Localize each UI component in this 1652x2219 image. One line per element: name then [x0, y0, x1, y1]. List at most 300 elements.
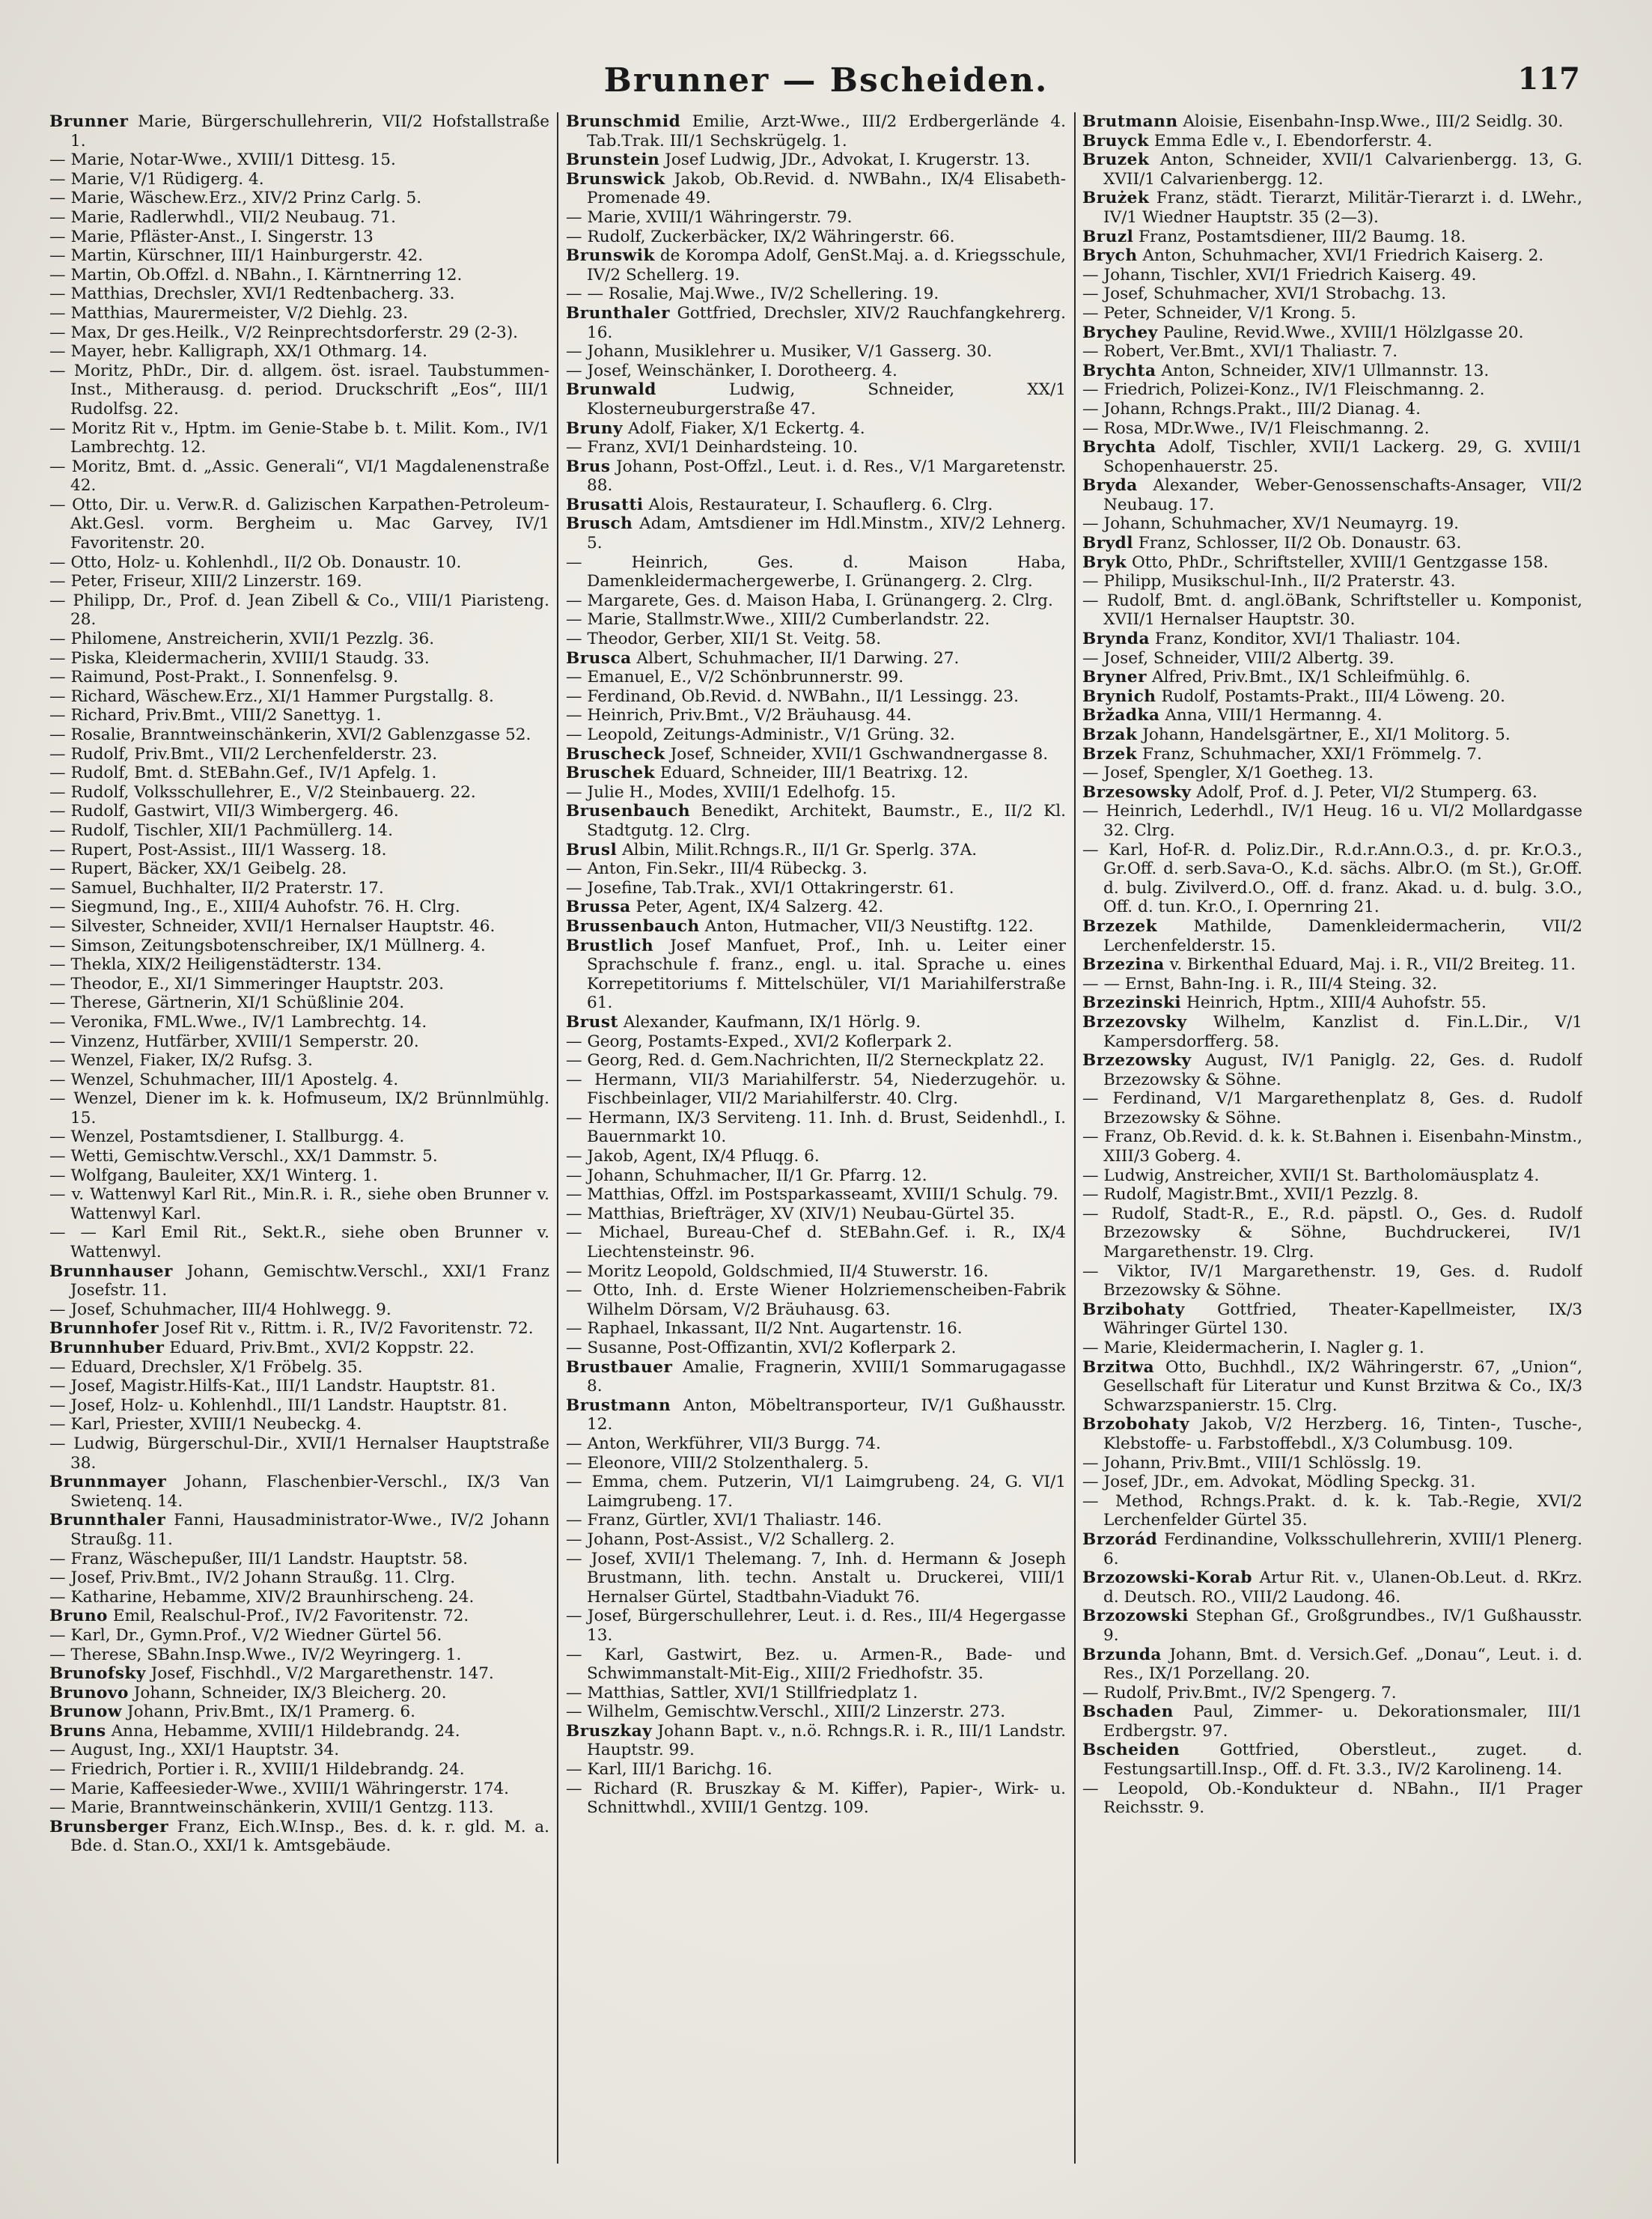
directory-entry: [566, 1454, 1066, 1473]
directory-entry: [49, 1377, 549, 1396]
entry-text: — Emanuel, E., V/2 Schönbrunnerstr. 99.: [566, 668, 904, 687]
directory-entry: [49, 1319, 549, 1339]
directory-entry: [566, 917, 1066, 937]
entry-text: — Wilhelm, Gemischtw.Verschl., XIII/2 Linzerstr. 273.: [566, 1702, 1006, 1722]
entry-surname: Brunow: [49, 1702, 123, 1722]
entry-text: — — Karl Emil Rit., Sekt.R., siehe oben Brunner v. Wattenwyl.: [49, 1223, 549, 1262]
directory-entry: [49, 591, 549, 630]
entry-text: — Rupert, Bäcker, XX/1 Geibelg. 28.: [49, 859, 347, 879]
entry-text: — Johann, Priv.Bmt., VIII/1 Schlösslg. 19.: [1082, 1453, 1422, 1473]
directory-entry: [1082, 1127, 1582, 1166]
entry-surname: Brustbauer: [566, 1357, 673, 1377]
entry-surname: Brussenbauch: [566, 916, 700, 936]
directory-entry: [1082, 1339, 1582, 1358]
entry-text: — Heinrich, Priv.Bmt., V/2 Bräuhausg. 44.: [566, 706, 912, 725]
entry-text: Franz, Schuhmacher, XXI/1 Frömmelg. 7.: [1142, 744, 1482, 764]
directory-entry: [1082, 955, 1582, 975]
directory-entry: [49, 764, 549, 783]
directory-entry: [49, 572, 549, 591]
directory-entry: [566, 380, 1066, 418]
entry-text: — Rudolf, Tischler, XII/1 Pachmüllerg. 14.: [49, 821, 393, 840]
entry-text: — Moritz Rit v., Hptm. im Genie-Stabe b. t. Milit. Kom., IV/1 Lambrechtg. 12.: [49, 418, 549, 457]
entry-surname: Brzezinski: [1082, 993, 1182, 1013]
entry-text: — Karl, Gastwirt, Bez. u. Armen-R., Bade- und Schwimmanstalt-Mit-Eig., XIII/2 Friedhofstr. 35.: [566, 1645, 1066, 1684]
entry-text: Johann, Priv.Bmt., IX/1 Pramerg. 6.: [127, 1702, 415, 1722]
directory-entry: [566, 496, 1066, 515]
entry-surname: Brzek: [1082, 744, 1138, 764]
directory-entry: [49, 1396, 549, 1416]
entry-surname: Brzitwa: [1082, 1357, 1155, 1377]
entry-text: Josef, Schneider, XVII/1 Gschwandnergasse 8.: [670, 744, 1049, 764]
entry-text: — Rudolf, Priv.Bmt., VII/2 Lerchenfelderstr. 23.: [49, 744, 438, 764]
directory-entry: [566, 649, 1066, 669]
entry-text: Ludwig, Schneider, XX/1 Klosterneuburgerstraße 47.: [587, 380, 1066, 418]
entry-text: v. Birkenthal Eduard, Maj. i. R., VII/2 Breiteg. 11.: [1169, 955, 1576, 975]
entry-surname: Brunnhofer: [49, 1319, 159, 1339]
entry-surname: Brunwald: [566, 380, 656, 400]
page-title: Brunner — Bscheiden.: [603, 61, 1049, 100]
entry-text: — Franz, Ob.Revid. d. k. k. St.Bahnen i. Eisenbahn-Minstm., XIII/3 Goberg. 4.: [1082, 1127, 1582, 1166]
directory-entry: [1082, 534, 1582, 553]
directory-entry: [566, 725, 1066, 745]
entry-text: — Karl, Dr., Gymn.Prof., V/2 Wiedner Gürtel 56.: [49, 1625, 442, 1645]
entry-surname: Brzezina: [1082, 955, 1165, 975]
entry-text: Johann, Post-Offzl., Leut. i. d. Res., V/1 Margaretenstr. 88.: [587, 457, 1066, 496]
entry-surname: Brzezovsky: [1082, 1012, 1187, 1032]
entry-surname: Brychey: [1082, 323, 1158, 342]
entry-text: — Wetti, Gemischtw.Verschl., XX/1 Dammstr. 5.: [49, 1147, 438, 1166]
directory-entry: [566, 668, 1066, 687]
directory-entry: [1082, 1780, 1582, 1818]
entry-surname: Brunnmayer: [49, 1473, 167, 1492]
directory-entry: [49, 745, 549, 764]
directory-entry: [49, 1300, 549, 1320]
entry-surname: Bruns: [49, 1721, 106, 1741]
entry-text: Johann, Flaschenbier-Verschl., IX/3 Van Swietenq. 14.: [70, 1473, 549, 1511]
directory-entry: [49, 1358, 549, 1378]
directory-entry: [49, 304, 549, 323]
directory-entry: [566, 342, 1066, 362]
entry-surname: Bschaden: [1082, 1702, 1174, 1722]
directory-entry: [49, 1185, 549, 1223]
directory-entry: [1082, 1646, 1582, 1684]
directory-entry: [49, 1262, 549, 1300]
directory-entry: [566, 419, 1066, 439]
directory-entry: [566, 1032, 1066, 1052]
entry-text: Albert, Schuhmacher, II/1 Darwing. 27.: [636, 648, 960, 668]
entry-text: — Thekla, XIX/2 Heiligenstädterstr. 134.: [49, 955, 382, 975]
directory-entry: [566, 1166, 1066, 1186]
entry-surname: Bryda: [1082, 476, 1138, 496]
entry-text: Adolf, Fiaker, X/1 Eckertg. 4.: [627, 418, 865, 438]
entry-surname: Brychta: [1082, 438, 1156, 457]
entry-surname: Brusca: [566, 648, 632, 668]
entry-text: — Moritz, Bmt. d. „Assic. Generali“, VI/1 Magdalenenstraße 42.: [49, 457, 549, 496]
directory-entry: [1082, 668, 1582, 687]
entry-surname: Brzunda: [1082, 1645, 1162, 1664]
directory-entry: [49, 208, 549, 228]
entry-text: Otto, PhDr., Schriftsteller, XVIII/1 Gentzgasse 158.: [1132, 553, 1549, 572]
entry-surname: Brunner: [49, 112, 129, 131]
entry-text: — Julie H., Modes, XVIII/1 Edelhofg. 15.: [566, 782, 896, 802]
entry-text: — Method, Rchngs.Prakt. d. k. k. Tab.-Regie, XVI/2 Lerchenfelder Gürtel 35.: [1082, 1491, 1582, 1530]
entry-surname: Brunnhuber: [49, 1339, 165, 1357]
entry-surname: Brustlich: [566, 936, 654, 955]
directory-entry: [566, 1396, 1066, 1434]
directory-entry: [1082, 514, 1582, 534]
entry-text: — Rudolf, Bmt. d. StEBahn.Gef., IV/1 Apfelg. 1.: [49, 764, 437, 783]
entry-text: — Wenzel, Postamtsdiener, I. Stallburgg. 4.: [49, 1127, 405, 1147]
entry-text: — Anton, Fin.Sekr., III/4 Rübeckg. 3.: [566, 859, 868, 879]
entry-surname: Brunschmid: [566, 112, 681, 131]
entry-surname: Brych: [1082, 246, 1138, 266]
entry-surname: Brunthaler: [566, 303, 671, 323]
entry-surname: Brzak: [1082, 725, 1138, 744]
entry-surname: Brunswik: [566, 246, 655, 266]
directory-entry: [49, 1434, 549, 1473]
entry-text: — Franz, Gürtler, XVI/1 Thaliastr. 146.: [566, 1511, 882, 1530]
directory-entry: [49, 496, 549, 553]
directory-entry: [1082, 1607, 1582, 1645]
directory-entry: [566, 228, 1066, 247]
directory-entry: [49, 1511, 549, 1549]
entry-text: — Johann, Rchngs.Prakt., III/2 Dianag. 4.: [1082, 399, 1421, 418]
entry-text: Amalie, Fragnerin, XVIII/1 Sommarugagasse 8.: [587, 1357, 1066, 1396]
directory-entry: [1082, 687, 1582, 707]
entry-text: — Johann, Schuhmacher, XV/1 Neumayrg. 19.: [1082, 514, 1460, 534]
entry-text: — Anton, Werkführer, VII/3 Burgg. 74.: [566, 1434, 881, 1453]
directory-entry: [49, 1223, 549, 1261]
entry-text: Ferdinandine, Volksschullehrerin, XVIII/1 Plenerg. 6.: [1103, 1529, 1582, 1568]
entry-text: Franz, Schlosser, II/2 Ob. Donaustr. 63.: [1138, 534, 1462, 553]
directory-entry: [49, 841, 549, 860]
directory-entry: [566, 1051, 1066, 1071]
directory-entry: [49, 1339, 549, 1358]
entry-surname: Brunovo: [49, 1683, 129, 1702]
entry-text: — Matthias, Maurermeister, V/2 Diehlg. 23.: [49, 303, 409, 323]
entry-text: — Josef, Schuhmacher, III/4 Hohlwegg. 9.: [49, 1300, 391, 1319]
page-header: [0, 61, 1652, 106]
directory-entry: [1082, 362, 1582, 381]
entry-text: — Silvester, Schneider, XVII/1 Hernalser Hauptstr. 46.: [49, 916, 496, 936]
column-3: [1082, 112, 1582, 2179]
directory-entry: [566, 1473, 1066, 1511]
directory-entry: [1082, 1530, 1582, 1568]
entry-text: Pauline, Revid.Wwe., XVIII/1 Hölzlgasse 20.: [1162, 323, 1524, 342]
entry-text: Alexander, Weber-Genossenschafts-Ansager, VII/2 Neubaug. 17.: [1103, 476, 1582, 514]
entry-text: — Marie, Kaffeesieder-Wwe., XVIII/1 Währingerstr. 174.: [49, 1779, 510, 1798]
directory-entry: [49, 362, 549, 419]
directory-entry: [49, 630, 549, 649]
entry-text: — Rudolf, Stadt-R., E., R.d. päpstl. O., Ges. d. Rudolf Brzezowsky & Söhne, Buchdruckerei, IV/1 Margarethenstr. 19. Clrg.: [1082, 1204, 1582, 1262]
entry-surname: Bruscheck: [566, 744, 665, 764]
directory-entry: [1082, 1741, 1582, 1779]
entry-text: Adam, Amtsdiener im Hdl.Minstm., XIV/2 Lehnerg. 5.: [587, 514, 1066, 553]
entry-text: — Siegmund, Ing., E., XIII/4 Auhofstr. 76. H. Clrg.: [49, 898, 460, 917]
directory-entry: [566, 1223, 1066, 1261]
directory-entry: [49, 342, 549, 362]
entry-text: — Moritz, PhDr., Dir. d. allgem. öst. israel. Taubstummen-Inst., Mitherausg. d. period. Druckschrift „Eos“, III/1 Rudolfsg. 22.: [49, 361, 549, 418]
directory-entry: [49, 1550, 549, 1569]
directory-entry: [49, 284, 549, 304]
entry-surname: Bruzl: [1082, 227, 1134, 246]
entry-text: Franz, städt. Tierarzt, Militär-Tierarzt i. d. LWehr., IV/1 Wiedner Hauptstr. 35 (2—3).: [1103, 189, 1582, 227]
directory-entry: [49, 457, 549, 496]
entry-text: — Ludwig, Bürgerschul-Dir., XVII/1 Hernalser Hauptstraße 38.: [49, 1434, 549, 1473]
directory-entry: [566, 246, 1066, 284]
entry-text: Johann, Bmt. d. Versich.Gef. „Donau“, Leut. i. d. Res., IX/1 Porzellang. 20.: [1103, 1645, 1582, 1684]
directory-entry: [566, 1262, 1066, 1282]
entry-text: Alois, Restaurateur, I. Schauflerg. 6. Clrg.: [648, 495, 993, 514]
entry-text: — Rudolf, Magistr.Bmt., XVII/1 Pezzlg. 8.: [1082, 1185, 1419, 1205]
directory-entry: [1082, 649, 1582, 669]
directory-entry: [49, 879, 549, 898]
entry-text: — Karl, Hof-R. d. Poliz.Dir., R.d.r.Ann.O.3., d. pr. Kr.O.3., Gr.Off. d. serb.Sava-O., K.d. sächs. Albr.O. (m St.), Gr.Off. d. bulg. Zivilverd.O., Off. d. franz. Akad. u. d. bulg. 3.O., Off. d. tun. Kr.O., I. Opernring 21.: [1082, 840, 1582, 917]
entry-text: — Rudolf, Bmt. d. angl.öBank, Schriftsteller u. Komponist, XVII/1 Hernalser Hauptstr. 30.: [1082, 591, 1582, 630]
entry-text: — Marie, V/1 Rüdigerg. 4.: [49, 169, 264, 189]
directory-entry: [49, 1646, 549, 1665]
entry-text: — Karl, III/1 Barichg. 16.: [566, 1760, 772, 1780]
entry-text: — Simson, Zeitungsbotenschreiber, IX/1 Müllnerg. 4.: [49, 936, 486, 955]
entry-text: — Josef, Schuhmacher, XVI/1 Strobachg. 13.: [1082, 284, 1447, 304]
entry-text: Stephan Gf., Großgrundbes., IV/1 Gußhausstr. 9.: [1103, 1607, 1582, 1645]
entry-text: — Josef, JDr., em. Advokat, Mödling Speckg. 31.: [1082, 1473, 1476, 1492]
directory-entry: [1082, 150, 1582, 189]
directory-entry: [566, 362, 1066, 381]
entry-text: Josef Manfuet, Prof., Inh. u. Leiter einer Sprachschule f. franz., engl. u. ital. Sprache u. eines Korrepetitoriums f. Mittelschüler, VI/1 Mariahilferstraße 61.: [587, 936, 1066, 1013]
entry-text: Franz, Eich.W.Insp., Bes. d. k. r. gld. M. a. Bde. d. Stan.O., XXI/1 k. Amtsgebäude.: [70, 1817, 549, 1856]
directory-entry: [49, 1473, 549, 1511]
directory-entry: [566, 208, 1066, 228]
directory-entry: [49, 937, 549, 956]
entry-text: — Rupert, Post-Assist., III/1 Wasserg. 18.: [49, 840, 387, 859]
entry-text: — Mayer, hebr. Kalligraph, XX/1 Othmarg. 14.: [49, 342, 427, 362]
entry-text: — Marie, Wäschew.Erz., XIV/2 Prinz Carlg. 5.: [49, 189, 422, 208]
directory-entry: [566, 706, 1066, 725]
directory-entry: [566, 1185, 1066, 1205]
entry-text: — Matthias, Sattler, XVI/1 Stillfriedplatz 1.: [566, 1683, 918, 1702]
entry-text: — Therese, SBahn.Insp.Wwe., IV/2 Weyringerg. 1.: [49, 1645, 462, 1664]
entry-text: — Ferdinand, Ob.Revid. d. NWBahn., II/1 Lessingg. 23.: [566, 687, 1019, 706]
entry-text: — Josef, Magistr.Hilfs-Kat., III/1 Landstr. Hauptstr. 81.: [49, 1377, 496, 1396]
directory-entry: [49, 975, 549, 994]
directory-entry: [566, 1358, 1066, 1396]
directory-entry: [1082, 1568, 1582, 1607]
entry-text: Eduard, Priv.Bmt., XVI/2 Koppstr. 22.: [169, 1339, 475, 1357]
directory-entry: [1082, 993, 1582, 1013]
entry-text: — Margarete, Ges. d. Maison Haba, I. Grünangerg. 2. Clrg.: [566, 591, 1053, 610]
entry-text: Adolf, Prof. d. J. Peter, VI/2 Stumperg. 63.: [1196, 782, 1537, 802]
directory-entry: [1082, 630, 1582, 649]
directory-entry: [1082, 725, 1582, 745]
entry-text: — Heinrich, Lederhdl., IV/1 Heug. 16 u. VI/2 Mollardgasse 32. Clrg.: [1082, 802, 1582, 840]
entry-text: — Matthias, Offzl. im Postsparkasseamt, XVIII/1 Schulg. 79.: [566, 1185, 1058, 1205]
directory-entry: [1082, 1166, 1582, 1186]
entry-text: — Georg, Postamts-Exped., XVI/2 Koflerpark 2.: [566, 1032, 953, 1051]
directory-entry: [566, 170, 1066, 208]
entry-surname: Bryner: [1082, 668, 1147, 687]
entry-surname: Brunswick: [566, 169, 665, 189]
entry-text: — Josef, Schneider, VIII/2 Albertg. 39.: [1082, 648, 1395, 668]
entry-text: — Marie, Radlerwhdl., VII/2 Neubaug. 71.: [49, 207, 396, 227]
entry-text: — — Rosalie, Maj.Wwe., IV/2 Schellering. 19.: [566, 284, 939, 304]
entry-text: — Samuel, Buchhalter, II/2 Praterstr. 17.: [49, 878, 384, 898]
entry-text: — Josef, Holz- u. Kohlenhdl., III/1 Landstr. Hauptstr. 81.: [49, 1395, 508, 1415]
directory-entry: [566, 1434, 1066, 1454]
entry-surname: Brzorád: [1082, 1529, 1158, 1549]
entry-surname: Brustmann: [566, 1395, 671, 1415]
directory-entry: [49, 1147, 549, 1166]
entry-text: Josef Rit v., Rittm. i. R., IV/2 Favoritenstr. 72.: [164, 1319, 534, 1339]
directory-entry: [566, 1319, 1066, 1339]
entry-text: — Vinzenz, Hutfärber, XVIII/1 Semperstr. 20.: [49, 1032, 419, 1051]
directory-entry: [1082, 323, 1582, 343]
entry-surname: Brzozowski: [1082, 1607, 1189, 1626]
entry-text: — Wenzel, Schuhmacher, III/1 Apostelg. 4.: [49, 1070, 399, 1089]
directory-entry: [1082, 1185, 1582, 1205]
entry-text: — Wenzel, Fiaker, IX/2 Rufsg. 3.: [49, 1051, 313, 1071]
entry-text: — Marie, Notar-Wwe., XVIII/1 Dittesg. 15.: [49, 150, 396, 170]
entry-text: Adolf, Tischler, XVII/1 Lackerg. 29, G. XVIII/1 Schopenhauerstr. 25.: [1103, 438, 1582, 476]
directory-entry: [49, 189, 549, 208]
directory-entry: [566, 859, 1066, 879]
directory-entry: [1082, 1300, 1582, 1339]
entry-text: — Theodor, E., XI/1 Simmeringer Hauptstr. 203.: [49, 974, 445, 993]
entry-text: — Jakob, Agent, IX/4 Pfluqg. 6.: [566, 1147, 820, 1166]
entry-surname: Brunstein: [566, 150, 660, 170]
directory-entry: [49, 993, 549, 1013]
directory-entry: [566, 1511, 1066, 1530]
entry-surname: Bruschek: [566, 764, 656, 783]
entry-text: Anton, Hutmacher, VII/3 Neustiftg. 122.: [704, 916, 1034, 936]
entry-text: Anna, VIII/1 Hermanng. 4.: [1165, 706, 1383, 725]
entry-surname: Brzezowsky: [1082, 1051, 1192, 1071]
directory-entry: [49, 112, 549, 150]
entry-text: Johann, Gemischtw.Verschl., XXI/1 Franz Josefstr. 11.: [70, 1261, 549, 1300]
directory-entry: [1082, 304, 1582, 323]
directory-entry: [566, 1071, 1066, 1109]
entry-text: — Hermann, IX/3 Serviteng. 11. Inh. d. Brust, Seidenhdl., I. Bauernmarkt 10.: [566, 1108, 1066, 1147]
entry-text: Anton, Schneider, XVII/1 Calvarienbergg. 13, G. XVII/1 Calvarienbergg. 12.: [1103, 150, 1582, 189]
directory-entry: [566, 764, 1066, 783]
entry-text: Paul, Zimmer- u. Dekorationsmaler, III/1 Erdbergstr. 97.: [1103, 1702, 1582, 1741]
page-number: 117: [1517, 61, 1580, 97]
entry-surname: Brużek: [1082, 189, 1150, 208]
entry-text: — Otto, Dir. u. Verw.R. d. Galizischen Karpathen-Petroleum-Akt.Gesl. vorm. Bergheim u. Mac Garvey, IV/1 Favoritenstr. 20.: [49, 495, 549, 553]
entry-text: — Marie, XVIII/1 Währingerstr. 79.: [566, 207, 853, 227]
entry-text: de Korompa Adolf, GenSt.Maj. a. d. Kriegsschule, IV/2 Schellerg. 19.: [587, 246, 1066, 284]
entry-text: — Wolfgang, Bauleiter, XX/1 Winterg. 1.: [49, 1166, 378, 1185]
entry-text: Jakob, V/2 Herzberg. 16, Tinten-, Tusche-, Klebstoffe- u. Farbstoffebdl., X/3 Columbusg. 109.: [1103, 1415, 1582, 1453]
directory-entry: [49, 1664, 549, 1684]
entry-text: — Wenzel, Diener im k. k. Hofmuseum, IX/2 Brünnlmühlg. 15.: [49, 1089, 549, 1127]
entry-text: Franz, Postamtsdiener, III/2 Baumg. 18.: [1139, 227, 1466, 246]
directory-entry: [566, 745, 1066, 764]
entry-surname: Bryk: [1082, 553, 1127, 572]
directory-entry: [566, 553, 1066, 591]
directory-entry: [1082, 783, 1582, 803]
directory-entry: [1082, 841, 1582, 917]
entry-text: — Peter, Friseur, XIII/2 Linzerstr. 169.: [49, 572, 362, 591]
entry-surname: Brzezek: [1082, 916, 1158, 936]
directory-entry: [1082, 802, 1582, 840]
directory-entry: [566, 687, 1066, 707]
entry-text: Emil, Realschul-Prof., IV/2 Favoritenstr. 72.: [112, 1607, 469, 1626]
directory-entry: [1082, 706, 1582, 725]
entry-text: — Katharine, Hebamme, XIV/2 Braunhirscheng. 24.: [49, 1587, 475, 1607]
entry-text: Heinrich, Hptm., XIII/4 Auhofstr. 55.: [1186, 993, 1487, 1013]
directory-entry: [1082, 1013, 1582, 1051]
directory-entry: [49, 246, 549, 266]
directory-entry: [566, 937, 1066, 1013]
directory-entry: [1082, 1702, 1582, 1741]
directory-entry: [49, 668, 549, 687]
entry-text: Gottfried, Drechsler, XIV/2 Rauchfangkehrerg. 16.: [587, 303, 1066, 342]
directory-entry: [1082, 284, 1582, 304]
entry-text: Josef Ludwig, JDr., Advokat, I. Krugerstr. 13.: [665, 150, 1031, 170]
directory-entry: [49, 898, 549, 917]
entry-text: — Philipp, Musikschul-Inh., II/2 Praterstr. 43.: [1082, 572, 1456, 591]
entry-text: Peter, Agent, IX/4 Salzerg. 42.: [635, 898, 884, 917]
directory-entry: [566, 591, 1066, 611]
entry-text: — Michael, Bureau-Chef d. StEBahn.Gef. i. R., IX/4 Liechtensteinstr. 96.: [566, 1223, 1066, 1262]
entry-text: — Johann, Schuhmacher, II/1 Gr. Pfarrg. 12.: [566, 1166, 927, 1185]
directory-entry: [566, 610, 1066, 630]
entry-text: — v. Wattenwyl Karl Rit., Min.R. i. R., siehe oben Brunner v. Wattenwyl Karl.: [49, 1185, 549, 1223]
directory-entry: [566, 457, 1066, 496]
entry-text: — Josef, Weinschänker, I. Dorotheerg. 4.: [566, 361, 897, 380]
entry-surname: Brust: [566, 1012, 618, 1032]
directory-entry: [49, 687, 549, 707]
entry-surname: Bruno: [49, 1607, 108, 1626]
entry-surname: Bscheiden: [1082, 1741, 1180, 1760]
entry-text: Anton, Schuhmacher, XVI/1 Friedrich Kaiserg. 2.: [1142, 246, 1544, 266]
entry-text: — Theodor, Gerber, XII/1 St. Veitg. 58.: [566, 630, 882, 649]
entry-text: — Heinrich, Ges. d. Maison Haba, Damenkleidermachergewerbe, I. Grünangerg. 2. Clrg.: [566, 553, 1066, 591]
directory-entry: [1082, 1492, 1582, 1530]
directory-entry: [1082, 1454, 1582, 1473]
entry-text: — Georg, Red. d. Gem.Nachrichten, II/2 Sterneckplatz 22.: [566, 1051, 1045, 1071]
entry-text: — Richard, Wäschew.Erz., XI/1 Hammer Purgstallg. 8.: [49, 687, 494, 706]
entry-text: — Moritz Leopold, Goldschmied, II/4 Stuwerstr. 16.: [566, 1261, 989, 1281]
entry-text: Marie, Bürgerschullehrerin, VII/2 Hofstallstraße 1.: [70, 112, 549, 150]
entry-text: Benedikt, Architekt, Baumstr., E., II/2 Kl. Stadtgutg. 12. Clrg.: [587, 802, 1066, 840]
entry-surname: Brzobohaty: [1082, 1415, 1190, 1434]
entry-surname: Brusl: [566, 840, 618, 859]
entry-text: — Eduard, Drechsler, X/1 Fröbelg. 35.: [49, 1357, 363, 1377]
entry-surname: Brzesowsky: [1082, 782, 1192, 802]
entry-text: Aloisie, Eisenbahn-Insp.Wwe., III/2 Seidlg. 30.: [1183, 112, 1564, 131]
directory-entry: [566, 1760, 1066, 1780]
entry-text: — Martin, Ob.Offzl. d. NBahn., I. Kärntnerring 12.: [49, 265, 463, 284]
entry-text: — Leopold, Ob.-Kondukteur d. NBahn., II/1 Prager Reichsstr. 9.: [1082, 1779, 1582, 1818]
directory-entry: [49, 1071, 549, 1090]
directory-entry: [1082, 380, 1582, 400]
directory-entry: [1082, 917, 1582, 955]
entry-text: — Susanne, Post-Offizantin, XVI/2 Koflerpark 2.: [566, 1339, 957, 1357]
directory-entry: [566, 284, 1066, 304]
entry-text: — Ludwig, Anstreicher, XVII/1 St. Bartholomäusplatz 4.: [1082, 1166, 1540, 1185]
directory-entry: [1082, 246, 1582, 266]
entry-text: Franz, Konditor, XVI/1 Thaliastr. 104.: [1154, 630, 1461, 649]
entry-surname: Brunnhauser: [49, 1261, 173, 1281]
entry-surname: Brydl: [1082, 534, 1133, 553]
entry-text: — Josef, Priv.Bmt., IV/2 Johann Straußg. 11. Clrg.: [49, 1568, 456, 1588]
directory-entry: [49, 917, 549, 937]
directory-entry: [49, 1051, 549, 1071]
directory-entry: [49, 228, 549, 247]
directory-entry: [566, 438, 1066, 457]
